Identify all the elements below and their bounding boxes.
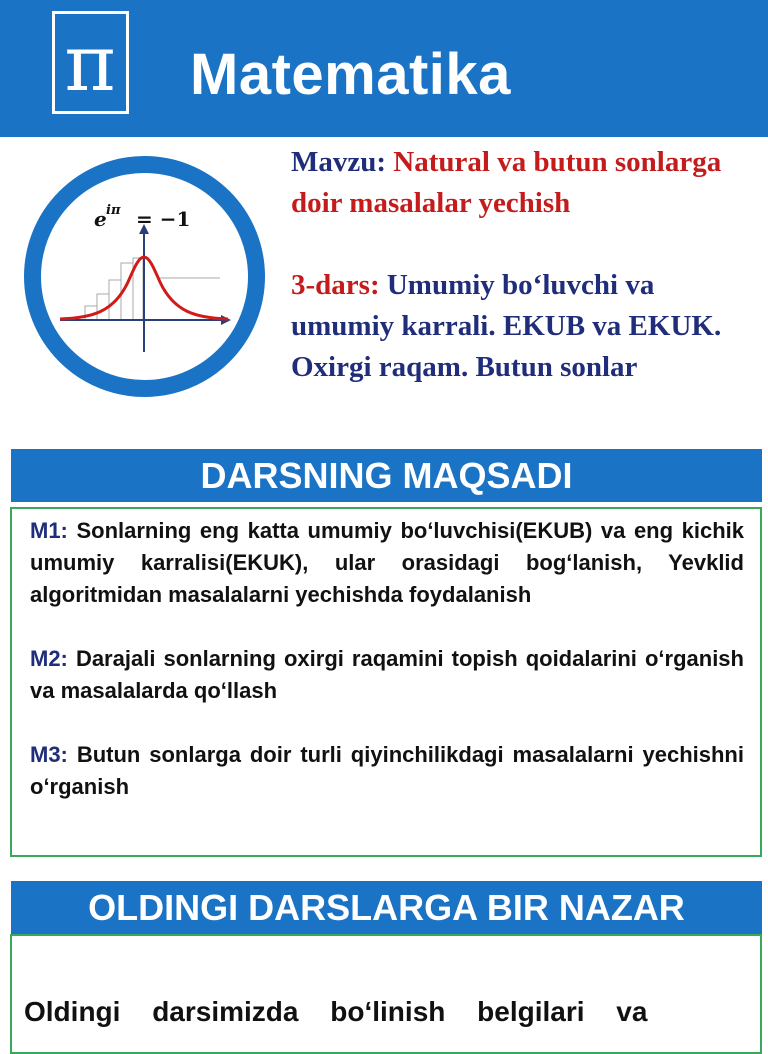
goal-label: M2: xyxy=(30,646,68,671)
topic-block xyxy=(291,142,761,388)
topic-text: Natural va butun sonlarga doir masalalar yechish xyxy=(291,146,722,219)
topic-line xyxy=(291,142,761,224)
previous-box xyxy=(10,934,762,1054)
formula-emblem xyxy=(22,154,267,399)
goals-box xyxy=(10,507,762,857)
previous-heading: OLDINGI DARSLARGA BIR NAZAR xyxy=(11,881,762,934)
goals-heading: DARSNING MAQSADI xyxy=(11,449,762,502)
lesson-label: 3-dars: xyxy=(291,269,380,301)
goal-item xyxy=(30,515,744,611)
goal-label: M1: xyxy=(30,518,68,543)
lesson-text: Umumiy bo‘luvchi va umumiy karrali. EKUB va EKUK. Oxirgi raqam. Butun sonlar xyxy=(291,269,722,383)
formula-base: e xyxy=(94,207,107,231)
pi-logo xyxy=(52,11,129,114)
lesson-line xyxy=(291,265,761,388)
formula-exponent: iπ xyxy=(106,203,121,218)
goal-item xyxy=(30,643,744,707)
header-bar xyxy=(0,0,768,137)
pi-icon xyxy=(55,14,126,111)
topic-label: Mavzu: xyxy=(291,146,387,178)
goal-label: M3: xyxy=(30,742,68,767)
app-title: Matematika xyxy=(190,42,511,107)
logo-symbol: π xyxy=(64,19,116,109)
previous-text: Oldingi darsimizda bo‘linish belgilari va xyxy=(24,996,648,1027)
goal-item xyxy=(30,739,744,803)
goal-text: Sonlarning eng katta umumiy bo‘luvchisi(EKUB) va eng kichik umumiy karralisi(EKUK), ular orasidagi bog‘lanish, Yevklid algoritmidan masalalarni yechishda foydalanish xyxy=(30,518,744,607)
goal-text: Darajali sonlarning oxirgi raqamini topish qoidalarini o‘rganish va masalalarda qo‘llash xyxy=(30,646,744,703)
goal-text: Butun sonlarga doir turli qiyinchilikdagi masalalarni yechishni o‘rganish xyxy=(30,742,744,799)
formula-rest: = −1 xyxy=(136,207,191,231)
